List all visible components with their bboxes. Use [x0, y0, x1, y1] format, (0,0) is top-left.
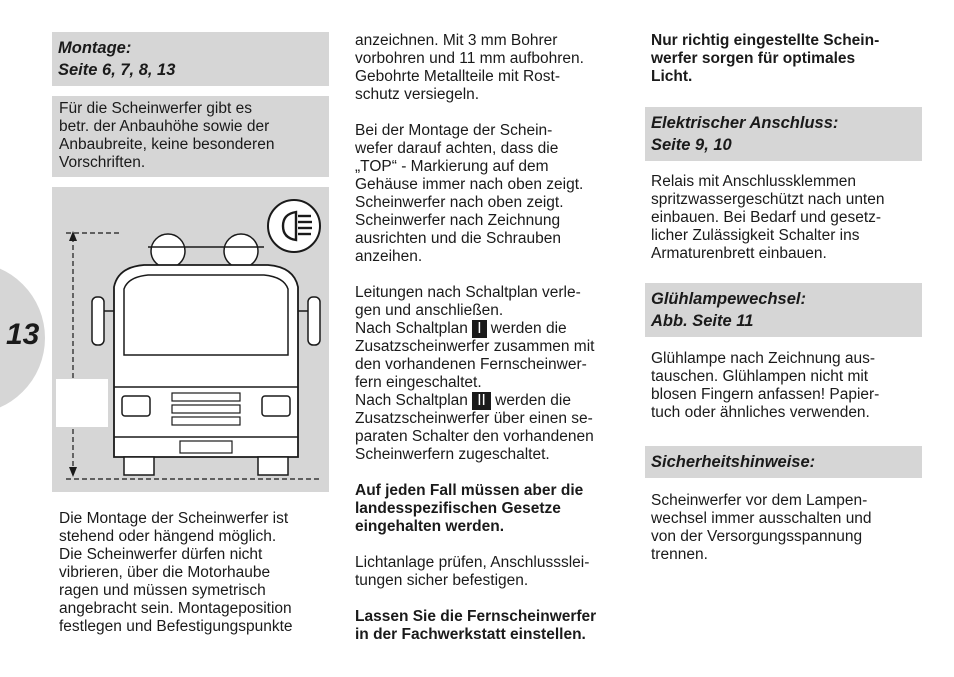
montage-body-text: Die Montage der Scheinwerfer ist stehend oder hängend möglich. Die Scheinwerfer dürfen nicht vibrieren, über die Motorhaube ragen und müssen symetrisch angebracht sein. Montageposition festlegen und Befestigungspunkte [59, 510, 293, 635]
workshop-notice: Lassen Sie die Fernscheinwerfer in der Fachwerkstatt einstellen. [355, 608, 597, 643]
legal-notice: Auf jeden Fall müssen aber die landesspezifischen Gesetze eingehalten werden. [355, 482, 584, 535]
wiring-plan-2-text: Zusatzscheinwerfer über einen se- paraten Schalter den vorhandenen Scheinwerfern zugeschaltet. [355, 410, 594, 463]
wiring-plan-1-line [355, 320, 630, 338]
plan-suffix-2: werden die [490, 392, 571, 409]
correct-headlight-notice: Nur richtig eingestellte Schein- werfer sorgen für optimales Licht. [651, 32, 880, 85]
wiring-plan-i-badge: I [472, 320, 486, 338]
page-number: 13 [6, 318, 40, 351]
intro-text: Für die Scheinwerfer gibt es betr. der Anbauhöhe sowie der Anbaubreite, keine besonderen Vorschriften. [59, 100, 275, 171]
intro-box [52, 96, 329, 177]
electrical-text: Relais mit Anschlussklemmen spritzwassergeschützt nach unten einbauen. Bei Bedarf und gesetz- licher Zulässigkeit Schalter ins Armaturenbrett einbauen. [651, 173, 885, 262]
plan-suffix-1: werden die [486, 320, 567, 337]
section-heading-safety: Sicherheitshinweise: [645, 446, 922, 478]
column-2 [355, 32, 630, 644]
safety-text: Scheinwerfer vor dem Lampen- wechsel immer ausschalten und von der Versorgungsspannung trennen. [651, 492, 872, 563]
bulb-text: Glühlampe nach Zeichnung aus- tauschen. Glühlampen nicht mit blosen Fingern anfassen! Papier- tuch oder ähnliches verwenden. [651, 350, 880, 421]
wiring-text: Leitungen nach Schaltplan verle- gen und anschließen. [355, 284, 581, 319]
section-heading-electrical: Elektrischer Anschluss: Seite 9, 10 [645, 107, 922, 161]
section-heading-montage: Montage: Seite 6, 7, 8, 13 [52, 32, 329, 86]
high-beam-headlight-icon [266, 198, 322, 259]
check-lighting-text: Lichtanlage prüfen, Anschlussslei- tungen sicher befestigen. [355, 554, 590, 589]
wiring-plan-ii-badge: II [472, 392, 491, 410]
plan-prefix-1: Nach Schaltplan [355, 320, 473, 337]
top-marking-text: Bei der Montage der Schein- wefer darauf achten, dass die „TOP“ - Markierung auf dem Gehäuse immer nach oben zeigt. Scheinwerfer nach oben zeigt. Scheinwerfer nach Zeichnung ausrichten und die Schrauben anzeihen. [355, 122, 584, 265]
wiring-plan-1-text: Zusatzscheinwerfer zusammen mit den vorhandenen Fernscheinwer- fern eingeschaltet. [355, 338, 595, 391]
section-heading-bulb: Glühlampewechsel: Abb. Seite 11 [645, 283, 922, 337]
drilling-text: anzeichnen. Mit 3 mm Bohrer vorbohren und 11 mm aufbohren. Gebohrte Metallteile mit Rost- schutz versiegeln. [355, 32, 584, 103]
truck-figure [52, 187, 329, 492]
plan-prefix-2: Nach Schaltplan [355, 392, 473, 409]
wiring-plan-2-line [355, 392, 630, 410]
